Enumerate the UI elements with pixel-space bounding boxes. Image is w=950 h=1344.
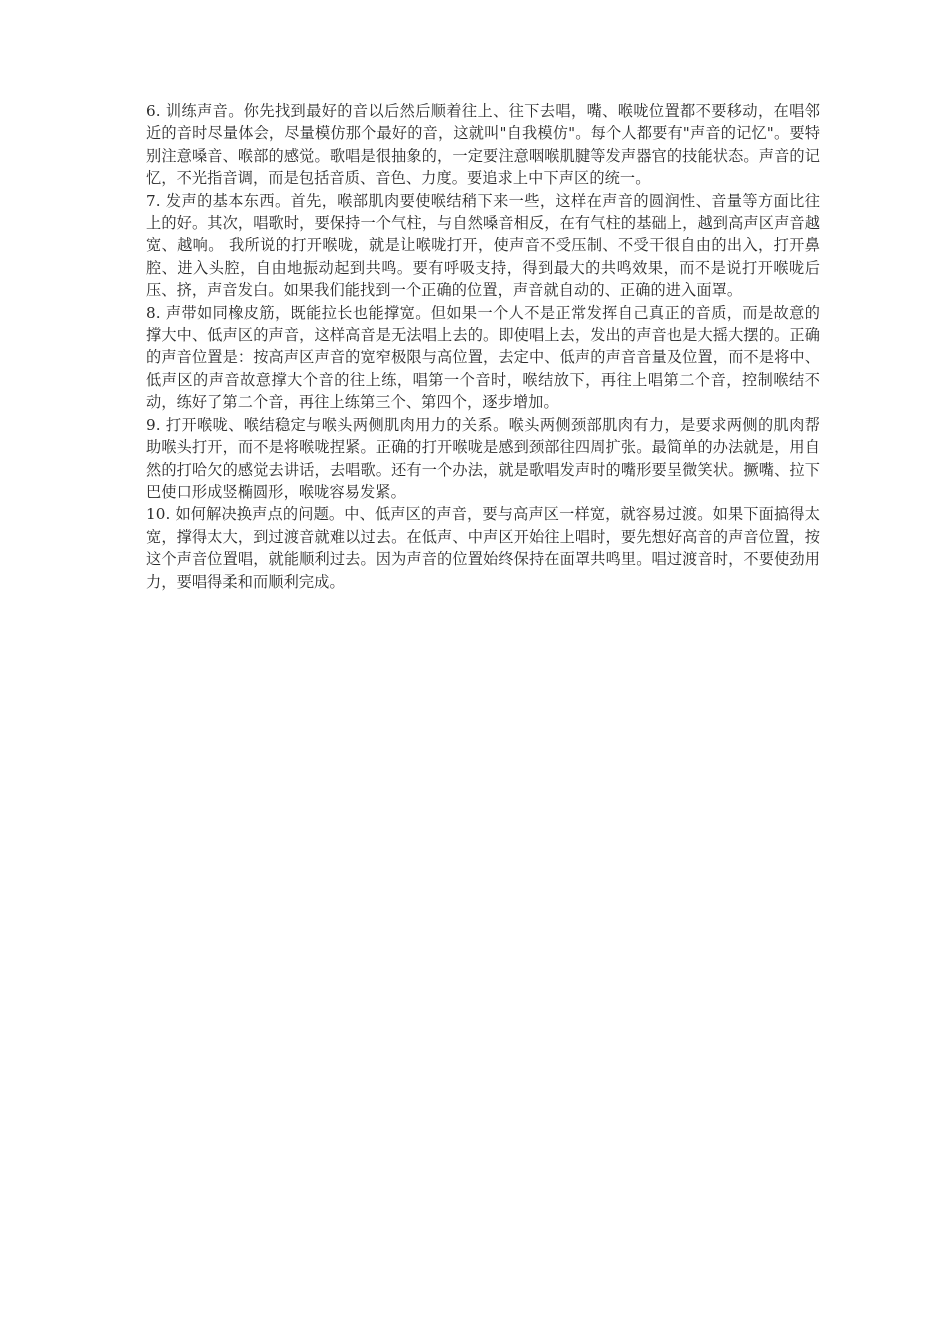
paragraph-8: 8. 声带如同橡皮筋，既能拉长也能撑宽。但如果一个人不是正常发挥自己真正的音质，而是故意的撑大中、低声区的声音，这样高音是无法唱上去的。即使唱上去，发出的声音也是大摇大摆的。正确的声音位置是：按高声区声音的宽窄极限与高位置，去定中、低声的声音音量及位置，而不是将中、低声区的声音故意撑大个音的往上练，唱第一个音时，喉结放下，再往上唱第二个音，控制喉结不动，练好了第二个音，再往上练第三个、第四个，逐步增加。: [146, 303, 820, 412]
paragraph-6: 6. 训练声音。你先找到最好的音以后然后顺着往上、往下去唱，嘴、喉咙位置都不要移动，在唱邻近的音时尽量体会，尽量模仿那个最好的音，这就叫"自我模仿"。每个人都要有"声音的记忆"。要特别注意嗓音、喉部的感觉。歌唱是很抽象的，一定要注意咽喉肌腱等发声器官的技能状态。声音的记忆，不光指音调，而是包括音质、音色、力度。要追求上中下声区的统一。: [146, 102, 820, 188]
paragraph-7: 7. 发声的基本东西。首先，喉部肌肉要使喉结稍下来一些，这样在声音的圆润性、音量等方面比往上的好。其次，唱歌时，要保持一个气柱，与自然嗓音相反，在有气柱的基础上，越到高声区声音越宽、越响。 我所说的打开喉咙，就是让喉咙打开，使声音不受压制、不受干很自由的出入，打开鼻腔、进入头腔，自由地振动起到共鸣。要有呼吸支持，得到最大的共鸣效果，而不是说打开喉咙后压、挤，声音发白。如果我们能找到一个正确的位置，声音就自动的、正确的进入面罩。: [146, 191, 820, 300]
paragraph-10: 10. 如何解决换声点的问题。中、低声区的声音，要与高声区一样宽，就容易过渡。如果下面搞得太宽，撑得太大，到过渡音就难以过去。在低声、中声区开始往上唱时，要先想好高音的声音位置，按这个声音位置唱，就能顺利过去。因为声音的位置始终保持在面罩共鸣里。唱过渡音时，不要使劲用力，要唱得柔和而顺利完成。: [146, 505, 820, 591]
document-body: [146, 100, 820, 593]
paragraph-9: 9. 打开喉咙、喉结稳定与喉头两侧肌肉用力的关系。喉头两侧颈部肌肉有力，是要求两侧的肌肉帮助喉头打开，而不是将喉咙捏紧。正确的打开喉咙是感到颈部往四周扩张。最简单的办法就是，用自然的打哈欠的感觉去讲话，去唱歌。还有一个办法，就是歌唱发声时的嘴形要呈微笑状。撅嘴、拉下巴使口形成竖椭圆形，喉咙容易发紧。: [146, 415, 820, 501]
